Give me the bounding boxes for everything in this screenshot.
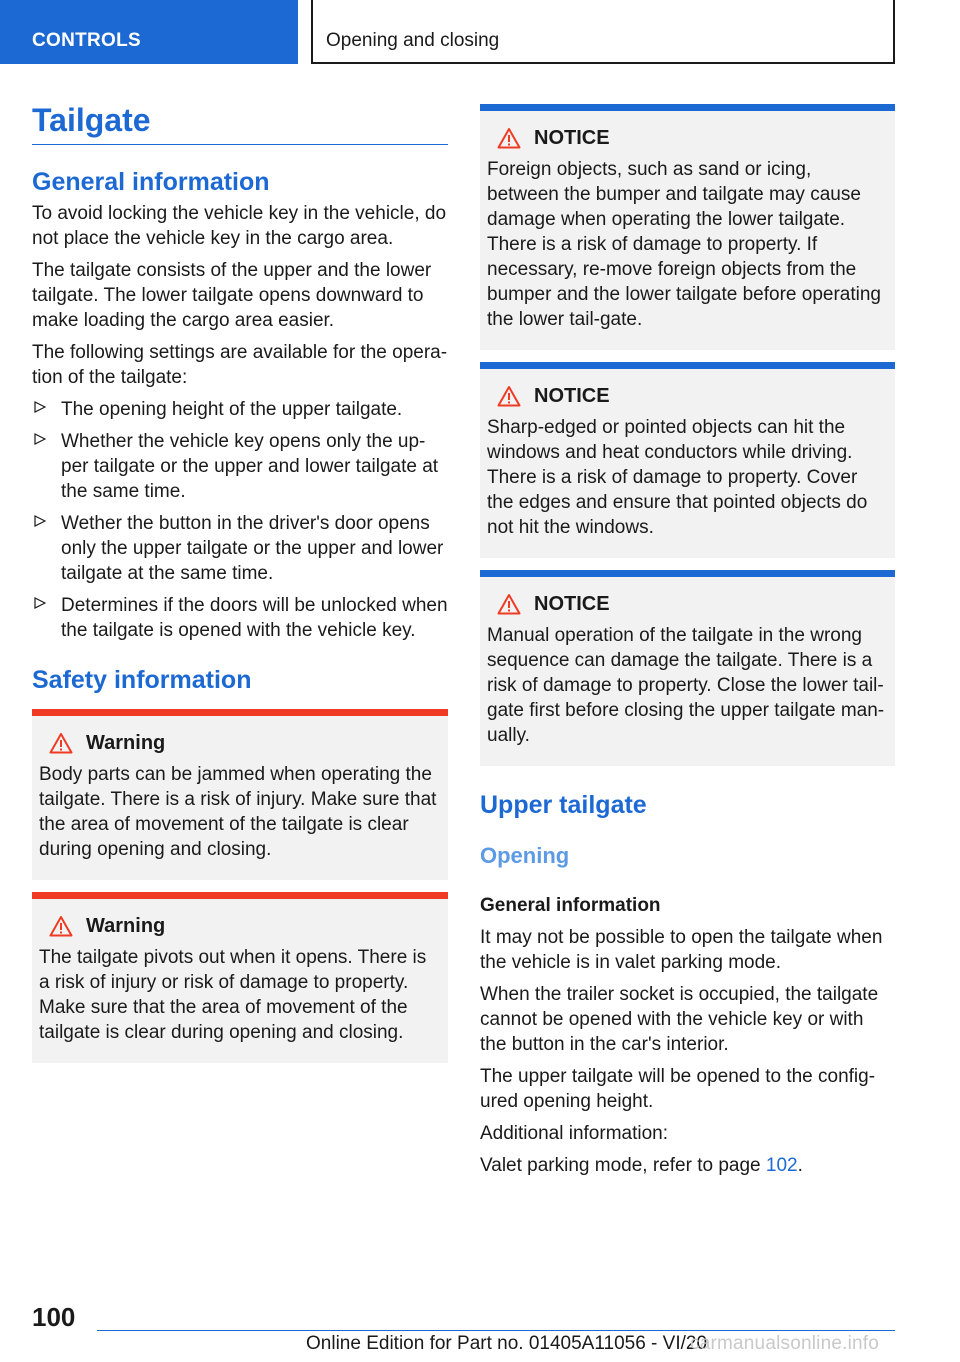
- warning-header: [39, 728, 441, 758]
- paragraph: The tailgate consists of the upper and the lower tailgate. The lower tailgate opens downward to make loading the cargo area easier.: [32, 260, 432, 331]
- section-tab: [0, 0, 298, 64]
- section-label: CONTROLS: [32, 30, 142, 51]
- paragraph: The following settings are available for the opera-tion of the tailgate:: [32, 342, 448, 388]
- notice-text: Manual operation of the tailgate in the wrong sequence can damage the tailgate. There is a risk of damage to property. Close the lower tail-gate first before closing the upper tailgate man-ually.: [487, 625, 885, 746]
- warning-triangle-icon: [49, 915, 73, 937]
- notice-label: NOTICE: [534, 384, 610, 407]
- warning-label: Warning: [86, 731, 166, 754]
- warning-box: [32, 892, 448, 1063]
- upper-tailgate-heading: Upper tailgate: [480, 791, 647, 819]
- bullet-triangle-icon: [34, 397, 46, 422]
- list-item: [32, 511, 448, 586]
- general-information-subheading: General information: [480, 895, 661, 916]
- list-item: [32, 429, 448, 504]
- cross-reference: [480, 1153, 895, 1178]
- safety-information-heading: Safety information: [32, 666, 252, 694]
- notice-header: [487, 589, 888, 619]
- warning-triangle-icon: [497, 593, 521, 615]
- list-item-text: Determines if the doors will be unlocked when the tailgate is opened with the vehicle key.: [61, 595, 448, 641]
- reference-text: Valet parking mode, refer to page: [480, 1155, 766, 1176]
- warning-header: [39, 911, 441, 941]
- notice-header: [487, 123, 888, 153]
- bullet-triangle-icon: [34, 511, 46, 536]
- edition-note: Online Edition for Part no. 01405A11056 - VI/20: [306, 1333, 708, 1354]
- paragraph: The upper tailgate will be opened to the config-ured opening height.: [480, 1066, 876, 1112]
- notice-box: [480, 362, 895, 558]
- paragraph: It may not be possible to open the tailgate when the vehicle is in valet parking mode.: [480, 927, 883, 973]
- general-information-heading: General information: [32, 168, 270, 196]
- footer-rule: [97, 1330, 895, 1331]
- bullet-triangle-icon: [34, 429, 46, 454]
- watermark: carmanualsonline.info: [690, 1333, 880, 1354]
- list-item: [32, 593, 448, 643]
- page-number: 100: [32, 1302, 76, 1332]
- notice-text: Foreign objects, such as sand or icing, between the bumper and tailgate may cause damage when operating the lower tailgate. There is a risk of damage to property. If necessary, re-move foreign objects from the bumper and the lower tailgate before operating the lower tail-gate.: [487, 159, 881, 330]
- chapter-title: Opening and closing: [326, 30, 500, 51]
- reference-end: .: [797, 1155, 803, 1176]
- warning-label: Warning: [86, 914, 166, 937]
- bullet-triangle-icon: [34, 593, 46, 618]
- warning-box: [32, 709, 448, 880]
- notice-text: Sharp-edged or pointed objects can hit the windows and heat conductors while driving. There is a risk of damage to property. Cover the edges and ensure that pointed objects do not hit the windows.: [487, 417, 868, 538]
- paragraph: Additional information:: [480, 1123, 668, 1144]
- page-title: Tailgate: [32, 100, 448, 145]
- paragraph: To avoid locking the vehicle key in the vehicle, do not place the vehicle key in the cargo area.: [32, 203, 447, 249]
- notice-label: NOTICE: [534, 592, 610, 615]
- chapter-header: [311, 0, 895, 64]
- warning-triangle-icon: [497, 385, 521, 407]
- notice-label: NOTICE: [534, 126, 610, 149]
- warning-triangle-icon: [497, 127, 521, 149]
- left-column: [32, 100, 448, 1063]
- list-item-text: Whether the vehicle key opens only the up-per tailgate or the upper and lower tailgate at the same time.: [61, 431, 439, 502]
- notice-box: [480, 570, 895, 766]
- page-link[interactable]: 102: [765, 1155, 798, 1176]
- list-item-text: The opening height of the upper tailgate.: [61, 399, 403, 420]
- warning-text: The tailgate pivots out when it opens. There is a risk of injury or risk of damage to property. Make sure that the area of movement of the tailgate is clear during opening and closing.: [39, 947, 427, 1043]
- notice-header: [487, 381, 888, 411]
- warning-text: Body parts can be jammed when operating the tailgate. There is a risk of injury. Make sure that the area of movement of the tailgate is clear during opening and closing.: [39, 764, 437, 860]
- warning-triangle-icon: [49, 732, 73, 754]
- list-item: [32, 397, 448, 422]
- opening-heading: Opening: [480, 843, 570, 868]
- list-item-text: Wether the button in the driver's door opens only the upper tailgate or the upper and lower tailgate at the same time.: [61, 513, 444, 584]
- notice-box: [480, 104, 895, 350]
- paragraph: When the trailer socket is occupied, the tailgate cannot be opened with the vehicle key or with the button in the car's interior.: [480, 984, 879, 1055]
- right-column: [480, 104, 895, 1178]
